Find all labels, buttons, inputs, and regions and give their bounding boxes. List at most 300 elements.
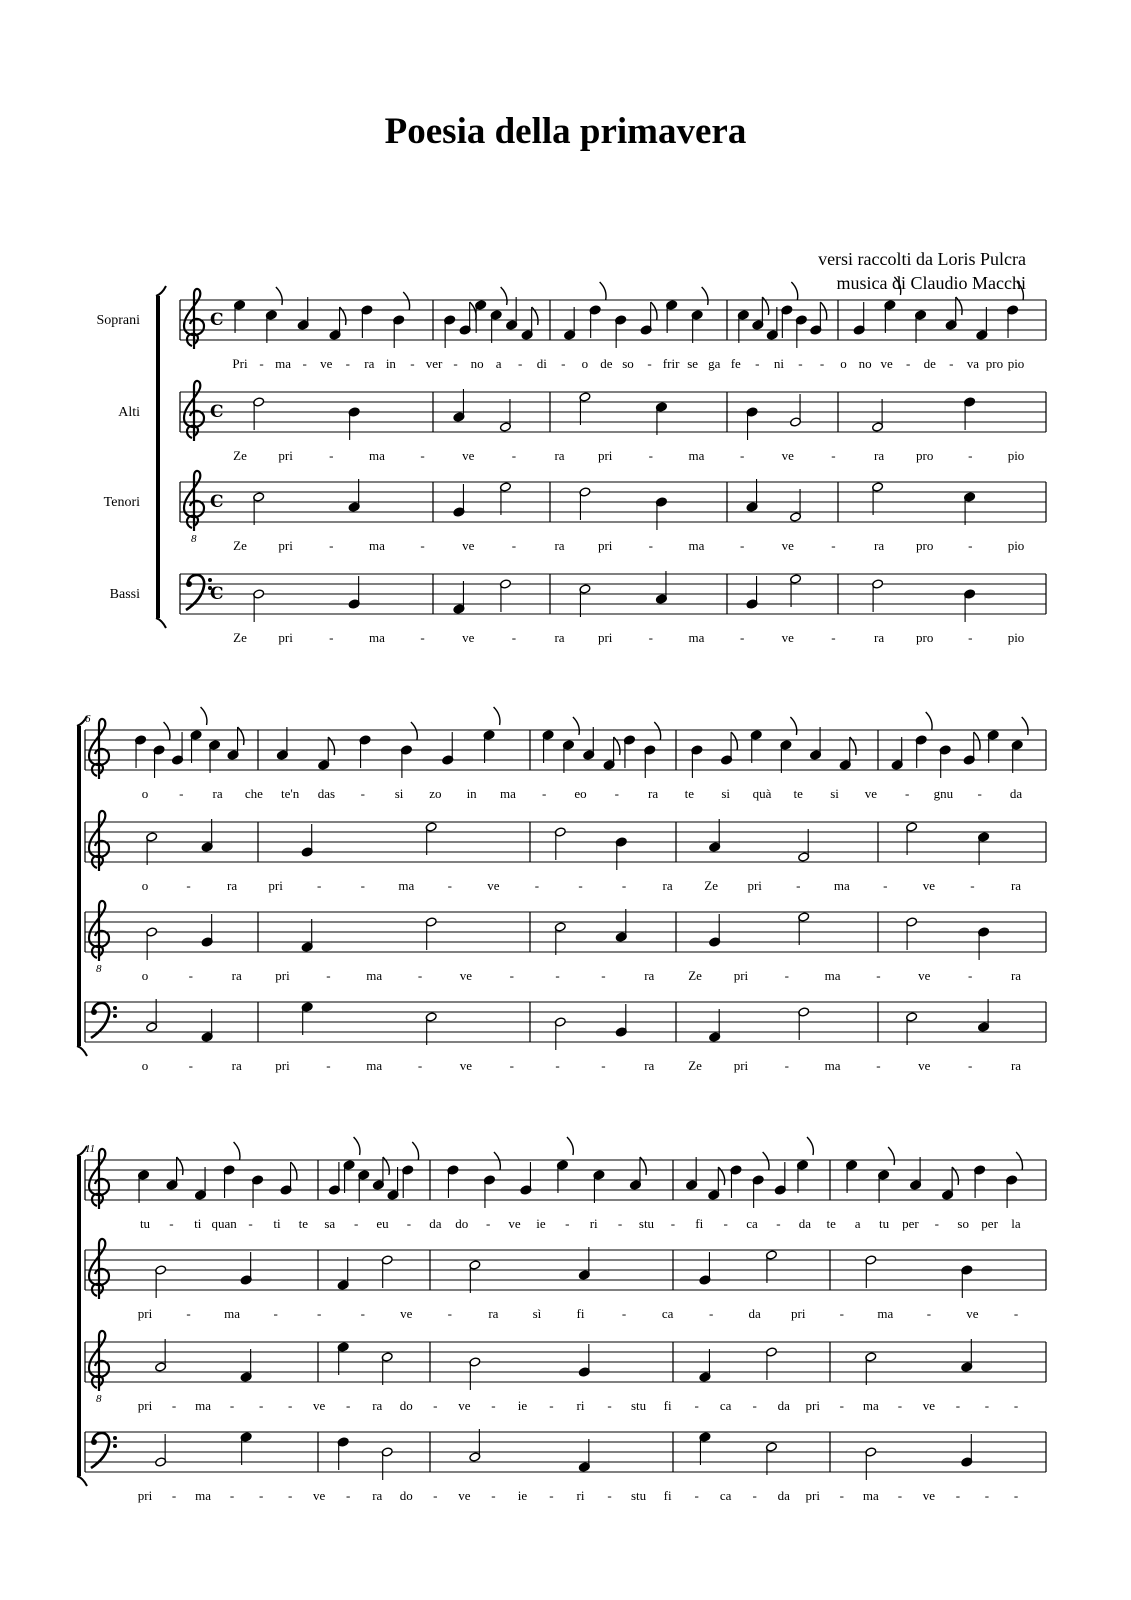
lyric-syllable: ma: [824, 1058, 841, 1073]
lyric-syllable: pro: [916, 630, 934, 645]
lyric-syllable: ra: [231, 1058, 242, 1073]
lyric-syllable: das: [317, 786, 336, 801]
system-bracket: [77, 726, 81, 1046]
lyric-syllable: -: [287, 1398, 293, 1413]
lyric-syllable: ve: [922, 1488, 936, 1503]
lyric-syllable: -: [648, 448, 653, 463]
lyric-syllable: che: [244, 786, 263, 801]
lyric-syllable: pri: [137, 1398, 153, 1413]
staff-bassi: [110, 571, 1046, 645]
page-title: Poesia della primavera: [384, 111, 747, 152]
lyric-syllable: Ze: [688, 968, 702, 983]
lyric-syllable: -: [248, 1216, 253, 1231]
lyric-syllable: -: [186, 1306, 191, 1321]
lyric-syllable: ra: [648, 786, 659, 801]
note-flag: [807, 1137, 813, 1155]
lyric-syllable: -: [406, 1216, 412, 1231]
bracket-bottom-hook: [156, 618, 166, 628]
octave-mark: 8: [191, 533, 197, 545]
lyric-syllable: ri: [576, 1398, 585, 1413]
bass-clef-dot: [91, 1009, 97, 1015]
system-1: [96, 277, 1046, 645]
lyric-syllable: -: [755, 356, 760, 371]
lyric-syllable: ie: [536, 1216, 546, 1231]
lyric-syllable: ve: [313, 1488, 326, 1503]
lyric-syllable: -: [302, 356, 307, 371]
lyric-syllable: te: [793, 786, 803, 801]
lyric-syllable: do: [455, 1216, 469, 1231]
lyric-syllable: -: [511, 630, 517, 645]
lyricist-credit: versi raccolti da Loris Pulcra: [818, 249, 1026, 269]
lyric-syllable: -: [839, 1488, 844, 1503]
lyric-syllable: ra: [554, 448, 565, 463]
lyric-syllable: pri: [278, 538, 293, 553]
bass-clef-icon: [91, 1433, 109, 1468]
lyric-syllable: -: [329, 538, 334, 553]
note-flag: [974, 732, 980, 750]
lyric-syllable: ma: [862, 1398, 879, 1413]
lyric-syllable: -: [839, 1306, 844, 1321]
lyric-syllable: ve: [966, 1306, 979, 1321]
lyric-syllable: -: [453, 356, 458, 371]
lyric-syllable: ma: [824, 968, 841, 983]
lyric-syllable: -: [485, 1216, 491, 1231]
lyric-syllable: -: [968, 630, 973, 645]
lyric-syllable: frir: [662, 356, 680, 371]
lyric-syllable: ca: [661, 1306, 674, 1321]
lyric-syllable: Ze: [233, 538, 247, 553]
lyric-syllable: -: [518, 356, 523, 371]
lyric-syllable: sa: [324, 1216, 336, 1231]
lyric-syllable: ve: [462, 448, 475, 463]
lyric-syllable: -: [739, 630, 745, 645]
lyric-syllable: fi: [576, 1306, 585, 1321]
lyric-syllable: ra: [231, 968, 242, 983]
lyric-syllable: -: [601, 1058, 606, 1073]
lyric-syllable: -: [534, 878, 540, 893]
lyric-syllable: te: [684, 786, 695, 801]
lyric-syllable: ma: [366, 1058, 383, 1073]
lyric-syllable: -: [1013, 1306, 1019, 1321]
lyric-syllable: -: [934, 1216, 939, 1231]
lyric-syllable: -: [578, 878, 583, 893]
lyric-syllable: -: [346, 1488, 351, 1503]
lyric-syllable: Ze: [704, 878, 719, 893]
lyric-syllable: ra: [644, 968, 655, 983]
bracket-top-hook: [156, 286, 166, 296]
bass-clef-dot: [113, 1444, 117, 1448]
lyric-syllable: -: [723, 1216, 728, 1231]
lyric-syllable: ra: [1010, 878, 1022, 893]
lyric-syllable: tu: [878, 1216, 890, 1231]
staff-tenori: [104, 471, 1046, 553]
lyric-syllable: -: [607, 1398, 612, 1413]
lyric-syllable: ve: [781, 630, 794, 645]
lyric-syllable: ma: [877, 1306, 894, 1321]
bracket-bottom-hook: [77, 1476, 87, 1486]
lyric-syllable: ti: [273, 1216, 281, 1231]
lyric-syllable: -: [491, 1488, 496, 1503]
lyric-syllable: -: [970, 878, 975, 893]
lyric-syllable: ver: [425, 356, 443, 371]
system-2: [77, 707, 1046, 1073]
measure-number: 6: [85, 713, 91, 725]
staff-alti: [118, 381, 1046, 463]
lyric-syllable: ra: [488, 1306, 499, 1321]
lyric-syllable: -: [329, 448, 334, 463]
staff-soprani: [96, 277, 1046, 371]
lyric-syllable: pri: [791, 1306, 806, 1321]
lyric-syllable: ve: [781, 448, 794, 463]
staff-soprani: [85, 707, 1046, 801]
lyric-syllable: ie: [517, 1398, 528, 1413]
lyric-syllable: ri: [576, 1488, 585, 1503]
lyric-syllable: -: [329, 630, 334, 645]
lyric-syllable: ie: [517, 1488, 528, 1503]
lyric-syllable: -: [258, 1398, 264, 1413]
lyric-syllable: pio: [1007, 356, 1025, 371]
lyric-syllable: te'n: [281, 786, 300, 801]
lyric-syllable: Ze: [688, 1058, 702, 1073]
lyric-syllable: o: [141, 1058, 149, 1073]
lyric-syllable: -: [694, 1488, 699, 1503]
lyric-syllable: ma: [366, 968, 383, 983]
lyric-syllable: fi: [695, 1216, 704, 1231]
lyric-syllable: ma: [398, 878, 415, 893]
lyric-syllable: ve: [320, 356, 333, 371]
lyric-syllable: -: [621, 878, 627, 893]
note-flag: [651, 302, 657, 320]
lyric-syllable: ve: [922, 878, 936, 893]
note-flag: [888, 1147, 894, 1165]
lyric-syllable: -: [926, 1306, 932, 1321]
lyric-syllable: -: [317, 878, 322, 893]
lyric-syllable: o: [141, 968, 149, 983]
lyric-syllable: -: [607, 1488, 612, 1503]
lyric-syllable: de: [600, 356, 613, 371]
lyric-syllable: fe: [730, 356, 741, 371]
lyric-syllable: pri: [268, 878, 283, 893]
lyric-syllable: ca: [746, 1216, 758, 1231]
lyric-syllable: do: [399, 1488, 413, 1503]
lyric-syllable: pro: [916, 448, 934, 463]
lyric-syllable: da: [798, 1216, 811, 1231]
lyric-syllable: ga: [708, 356, 721, 371]
lyric-syllable: -: [798, 356, 803, 371]
lyric-syllable: ra: [1010, 968, 1022, 983]
lyric-syllable: -: [955, 1398, 961, 1413]
lyric-syllable: ma: [368, 538, 385, 553]
time-signature: C: [210, 310, 224, 330]
voice-label: Bassi: [109, 587, 140, 602]
lyric-syllable: -: [555, 1058, 560, 1073]
lyric-syllable: -: [904, 786, 910, 801]
lyric-syllable: ve: [458, 1398, 471, 1413]
lyric-syllable: a: [854, 1216, 861, 1231]
lyric-syllable: per: [902, 1216, 919, 1231]
lyric-syllable: -: [326, 1058, 331, 1073]
note-flag: [790, 717, 796, 735]
note-flag: [600, 282, 606, 300]
staff-bassi: [85, 999, 1046, 1073]
staff-tenori: [85, 901, 1046, 983]
staff-alti: [85, 1239, 1046, 1321]
lyric-syllable: -: [776, 1216, 781, 1231]
staff-alti: [85, 811, 1046, 893]
lyric-syllable: va: [966, 356, 980, 371]
lyric-syllable: da: [777, 1488, 790, 1503]
lyric-syllable: ma: [499, 786, 516, 801]
note-flag: [820, 302, 826, 320]
lyric-syllable: -: [273, 1306, 278, 1321]
lyric-syllable: ra: [364, 356, 375, 371]
lyric-syllable: -: [670, 1216, 676, 1231]
lyric-syllable: -: [839, 1398, 844, 1413]
lyric-syllable: ve: [459, 968, 473, 983]
note-flag: [702, 287, 708, 305]
lyric-syllable: in: [385, 356, 396, 371]
lyric-syllable: o: [141, 878, 149, 893]
lyric-syllable: -: [967, 1058, 973, 1073]
lyric-syllable: ve: [880, 356, 893, 371]
lyric-syllable: -: [739, 538, 745, 553]
lyric-syllable: ra: [554, 538, 565, 553]
bass-clef-dot: [186, 581, 192, 587]
note-flag: [411, 722, 417, 740]
lyric-syllable: eu: [376, 1216, 389, 1231]
lyric-syllable: -: [509, 1058, 514, 1073]
lyric-syllable: -: [259, 356, 264, 371]
lyric-syllable: ra: [662, 878, 673, 893]
lyric-syllable: ma: [368, 630, 385, 645]
octave-mark: 8: [96, 1393, 102, 1405]
note-flag: [763, 1152, 769, 1170]
lyric-syllable: stu: [638, 1216, 655, 1231]
lyric-syllable: ma: [195, 1488, 212, 1503]
lyric-syllable: ma: [275, 356, 292, 371]
lyric-syllable: -: [542, 786, 547, 801]
lyric-syllable: -: [420, 448, 425, 463]
voice-label: Tenori: [103, 495, 140, 510]
lyric-syllable: -: [876, 1058, 881, 1073]
lyric-syllable: -: [433, 1398, 438, 1413]
lyric-syllable: -: [739, 448, 745, 463]
lyric-syllable: ma: [224, 1306, 241, 1321]
lyric-syllable: ra: [1010, 1058, 1022, 1073]
lyric-syllable: ve: [918, 1058, 931, 1073]
bass-clef-dot: [113, 1436, 117, 1440]
lyric-syllable: pio: [1007, 538, 1025, 553]
lyric-syllable: -: [417, 1058, 423, 1073]
lyric-syllable: -: [565, 1216, 570, 1231]
lyric-syllable: tu: [139, 1216, 151, 1231]
lyric-syllable: ma: [368, 448, 385, 463]
lyric-syllable: Ze: [233, 448, 247, 463]
note-flag: [654, 722, 660, 740]
lyric-syllable: ve: [459, 1058, 473, 1073]
lyric-syllable: o: [840, 356, 847, 371]
lyric-syllable: -: [360, 1306, 365, 1321]
lyric-syllable: -: [831, 630, 836, 645]
lyric-syllable: -: [876, 968, 881, 983]
lyric-syllable: pio: [1007, 448, 1025, 463]
lyric-syllable: quan: [211, 1216, 237, 1231]
lyric-syllable: -: [179, 786, 184, 801]
bass-clef-dot: [91, 1439, 97, 1445]
lyric-syllable: -: [883, 878, 888, 893]
lyric-syllable: no: [470, 356, 484, 371]
lyric-syllable: -: [1013, 1398, 1019, 1413]
lyric-syllable: da: [748, 1306, 761, 1321]
lyric-syllable: pri: [733, 968, 749, 983]
lyric-syllable: -: [258, 1488, 264, 1503]
lyric-syllable: ti: [194, 1216, 202, 1231]
note-flag: [494, 707, 500, 725]
lyric-syllable: -: [360, 786, 365, 801]
lyric-syllable: -: [287, 1488, 293, 1503]
lyric-syllable: -: [784, 968, 789, 983]
lyric-syllable: -: [317, 1306, 322, 1321]
lyric-syllable: da: [429, 1216, 442, 1231]
lyric-syllable: ve: [781, 538, 794, 553]
lyric-syllable: -: [447, 878, 453, 893]
lyric-syllable: ra: [874, 630, 885, 645]
staff-bassi: [85, 1429, 1046, 1503]
note-flag: [470, 302, 476, 320]
lyric-syllable: in: [466, 786, 477, 801]
lyric-syllable: -: [555, 968, 560, 983]
lyric-syllable: la: [1011, 1216, 1021, 1231]
lyric-syllable: -: [229, 1398, 235, 1413]
lyric-syllable: -: [647, 356, 652, 371]
lyric-syllable: -: [708, 1306, 714, 1321]
lyric-syllable: ra: [554, 630, 565, 645]
lyric-syllable: ni: [773, 356, 784, 371]
lyric-syllable: pro: [985, 356, 1004, 371]
lyric-syllable: -: [949, 356, 954, 371]
lyric-syllable: -: [345, 356, 350, 371]
lyric-syllable: -: [968, 538, 973, 553]
lyric-syllable: -: [831, 448, 836, 463]
time-signature: C: [210, 584, 224, 604]
lyric-syllable: ve: [462, 630, 475, 645]
lyric-syllable: -: [897, 1488, 903, 1503]
note-flag: [164, 722, 170, 740]
lyric-syllable: o: [141, 786, 149, 801]
lyric-syllable: fi: [663, 1398, 672, 1413]
lyric-syllable: pro: [916, 538, 934, 553]
lyric-syllable: -: [796, 878, 801, 893]
note-flag: [354, 1137, 360, 1155]
note-flag: [1016, 1152, 1022, 1170]
system-3: [77, 1137, 1046, 1503]
note-flag: [573, 717, 579, 735]
lyric-syllable: -: [549, 1398, 554, 1413]
lyric-syllable: -: [171, 1488, 177, 1503]
note-flag: [276, 287, 282, 305]
lyric-syllable: ve: [922, 1398, 936, 1413]
lyric-syllable: ma: [688, 448, 705, 463]
lyric-syllable: pri: [137, 1306, 153, 1321]
lyric-syllable: ve: [462, 538, 475, 553]
measure-number: 11: [85, 1143, 96, 1155]
lyric-syllable: -: [752, 1398, 757, 1413]
lyric-syllable: -: [906, 356, 911, 371]
note-flag: [501, 287, 507, 305]
lyric-syllable: do: [399, 1398, 413, 1413]
lyric-syllable: -: [353, 1216, 359, 1231]
lyric-syllable: -: [1013, 1488, 1019, 1503]
lyric-syllable: -: [410, 356, 415, 371]
lyric-syllable: quà: [752, 786, 772, 801]
lyric-syllable: -: [955, 1488, 961, 1503]
lyric-syllable: ra: [874, 538, 885, 553]
lyric-syllable: no: [858, 356, 872, 371]
lyric-syllable: ca: [719, 1488, 732, 1503]
lyric-syllable: ra: [227, 878, 238, 893]
lyric-syllable: pri: [597, 538, 613, 553]
lyric-syllable: -: [360, 878, 365, 893]
system-bracket: [156, 296, 160, 618]
lyric-syllable: si: [721, 786, 731, 801]
lyric-syllable: fi: [663, 1488, 672, 1503]
lyric-syllable: pri: [597, 630, 613, 645]
lyric-syllable: -: [491, 1398, 496, 1413]
lyric-syllable: te: [826, 1216, 836, 1231]
lyric-syllable: -: [171, 1398, 177, 1413]
octave-mark: 8: [96, 963, 102, 975]
bass-clef-icon: [186, 575, 204, 610]
lyric-syllable: pri: [275, 968, 290, 983]
lyric-syllable: te: [298, 1216, 309, 1231]
lyric-syllable: -: [346, 1398, 351, 1413]
lyric-syllable: -: [648, 538, 653, 553]
lyric-syllable: pri: [805, 1488, 820, 1503]
note-flag: [894, 277, 900, 295]
lyric-syllable: di: [536, 356, 547, 371]
note-flag: [1017, 282, 1023, 300]
note-flag: [494, 1152, 500, 1170]
lyric-syllable: -: [511, 538, 517, 553]
lyric-syllable: so: [957, 1216, 969, 1231]
voice-label: Alti: [118, 405, 140, 420]
note-flag: [291, 1162, 297, 1180]
lyric-syllable: ri: [589, 1216, 598, 1231]
note-flag: [234, 1142, 240, 1160]
lyric-syllable: pri: [747, 878, 762, 893]
lyric-syllable: ma: [195, 1398, 212, 1413]
lyric-syllable: pio: [1007, 630, 1025, 645]
lyric-syllable: pri: [597, 448, 613, 463]
time-signature: C: [210, 402, 224, 422]
lyric-syllable: pri: [733, 1058, 749, 1073]
lyric-syllable: se: [687, 356, 699, 371]
lyric-syllable: -: [549, 1488, 554, 1503]
lyric-syllable: -: [188, 1058, 194, 1073]
lyric-syllable: -: [968, 448, 973, 463]
lyric-syllable: -: [784, 1058, 789, 1073]
lyric-syllable: -: [447, 1306, 453, 1321]
note-flag: [926, 712, 932, 730]
system-bracket: [77, 1156, 81, 1476]
lyric-syllable: -: [509, 968, 514, 983]
bass-clef-dot: [113, 1014, 117, 1018]
lyric-syllable: -: [621, 1306, 627, 1321]
lyric-syllable: ve: [313, 1398, 326, 1413]
staff-soprani: [85, 1137, 1046, 1231]
voice-label: Soprani: [96, 313, 140, 328]
note-flag: [1022, 717, 1028, 735]
